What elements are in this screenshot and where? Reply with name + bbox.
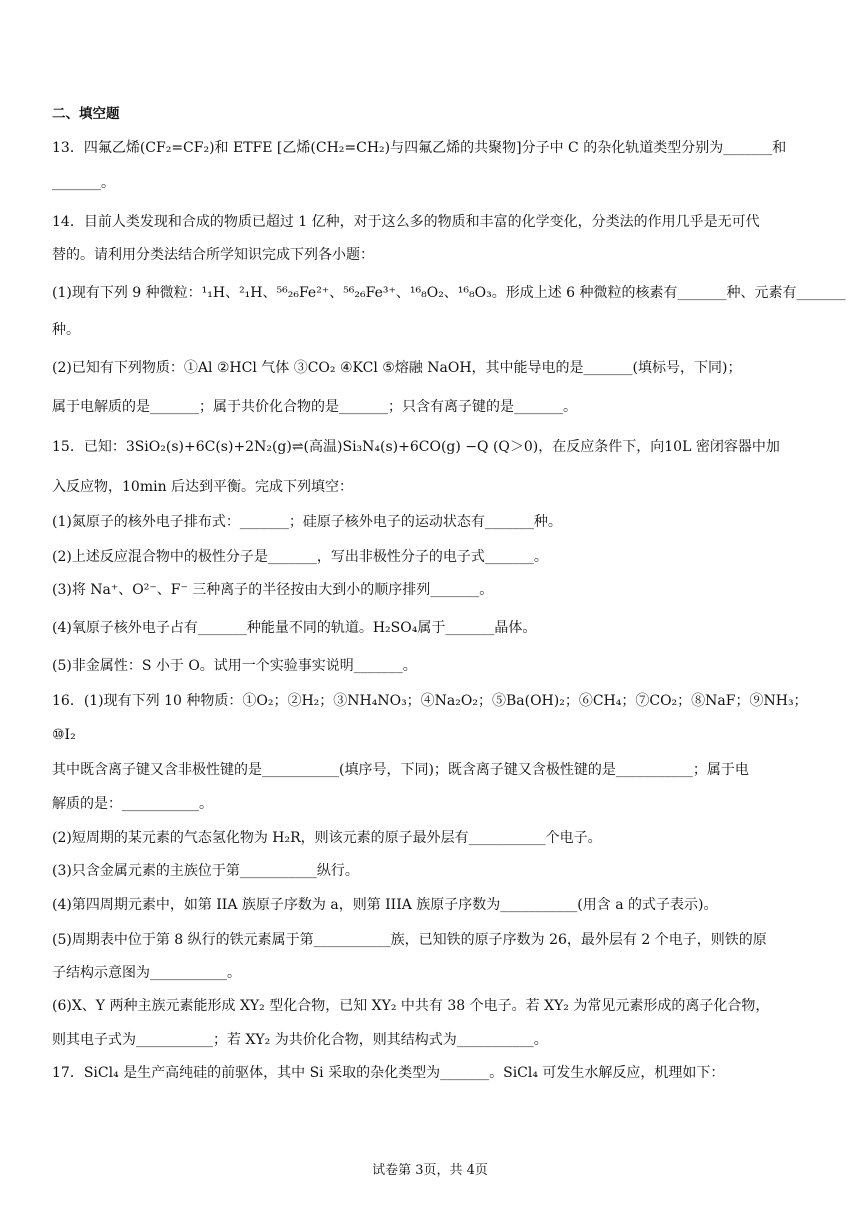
q15-part4: (4)氧原子核外电子占有_______种能量不同的轨道。H₂SO₄属于_______晶体。 [52, 620, 537, 636]
q16-part5-line-1: (5)周期表中位于第 8 纵行的铁元素属于第___________族，已知铁的原子序数为 26，最外层有 2 个电子，则铁的原 [52, 932, 767, 948]
q14-part2-line-1: (2)已知有下列物质：①Al ②HCl 气体 ③CO₂ ④KCl ⑤熔融 NaOH，其中能导电的是_______(填标号，下同)； [52, 360, 742, 376]
section-heading: 二、填空题 [52, 106, 120, 122]
q16-part3: (3)只含金属元素的主族位于第___________纵行。 [52, 863, 359, 879]
q16-part5-line-2: 子结构示意图为___________。 [52, 965, 241, 981]
q14-line-1: 14．目前人类发现和合成的物质已超过 1 亿种，对于这么多的物质和丰富的化学变化，分类法的作用几乎是无可代 [52, 214, 760, 230]
q15-part2: (2)上述反应混合物中的极性分子是_______，写出非极性分子的电子式_______。 [52, 549, 548, 565]
q15-line-1: 15．已知：3SiO₂(s)+6C(s)+2N₂(g)⇌(高温)Si₃N₄(s)+6CO(g) −Q (Q＞0)，在反应条件下，向10L 密闭容器中加 [52, 439, 780, 455]
q13-line-1: 13．四氟乙烯(CF₂=CF₂)和 ETFE [乙烯(CH₂=CH₂)与四氟乙烯的共聚物]分子中 C 的杂化轨道类型分别为_______和 [52, 140, 787, 156]
q15-part1: (1)氮原子的核外电子排布式：_______；硅原子核外电子的运动状态有_______种。 [52, 514, 562, 530]
page-footer: 试卷第 3页，共 4页 [372, 1163, 488, 1178]
q14-part1-line-2: 种。 [52, 322, 80, 338]
q16-line-4: 解质的是：___________。 [52, 796, 213, 812]
q16-part4: (4)第四周期元素中，如第 IIA 族原子序数为 a，则第 IIIA 族原子序数为___________(用含 a 的式子表示)。 [52, 897, 718, 913]
q16-line-2: ⑩I₂ [52, 727, 76, 743]
q15-part5: (5)非金属性：S 小于 O。试用一个实验事实说明_______。 [52, 658, 417, 674]
q16-line-1: 16．(1)现有下列 10 种物质：①O₂；②H₂；③NH₄NO₃；④Na₂O₂；⑤Ba(OH)₂；⑥CH₄；⑦CO₂；⑧NaF；⑨NH₃； [52, 693, 808, 709]
q16-part6-line-1: (6)X、Y 两种主族元素能形成 XY₂ 型化合物，已知 XY₂ 中共有 38 个电子。若 XY₂ 为常见元素形成的离子化合物， [52, 998, 770, 1014]
q13-line-2: _______。 [52, 175, 115, 191]
q14-line-2: 替的。请利用分类法结合所学知识完成下列各小题： [52, 247, 374, 263]
q16-part2: (2)短周期的某元素的气态氢化物为 H₂R，则该元素的原子最外层有___________个电子。 [52, 830, 602, 846]
q15-part3: (3)将 Na⁺、O²⁻、F⁻ 三种离子的半径按由大到小的顺序排列_______。 [52, 582, 494, 598]
q14-part1-line-1: (1)现有下列 9 种微粒：¹₁H、²₁H、⁵⁶₂₆Fe²⁺、⁵⁶₂₆Fe³⁺、¹⁶₈O₂、¹⁶₈O₃。形成上述 6 种微粒的核素有_______种、元素有_______ [52, 285, 846, 301]
q16-line-3: 其中既含离子键又含非极性键的是___________(填序号，下同)；既含离子键又含极性键的是___________；属于电 [52, 762, 749, 778]
q15-line-2: 入反应物，10min 后达到平衡。完成下列填空： [52, 479, 354, 495]
q14-part2-line-2: 属于电解质的是_______；属于共价化合物的是_______；只含有离子键的是_______。 [52, 399, 577, 415]
q16-part6-line-2: 则其电子式为___________；若 XY₂ 为共价化合物，则其结构式为___________。 [52, 1032, 548, 1048]
q17-line-1: 17．SiCl₄ 是生产高纯硅的前驱体，其中 Si 采取的杂化类型为_______。SiCl₄ 可发生水解反应，机理如下： [52, 1065, 725, 1081]
